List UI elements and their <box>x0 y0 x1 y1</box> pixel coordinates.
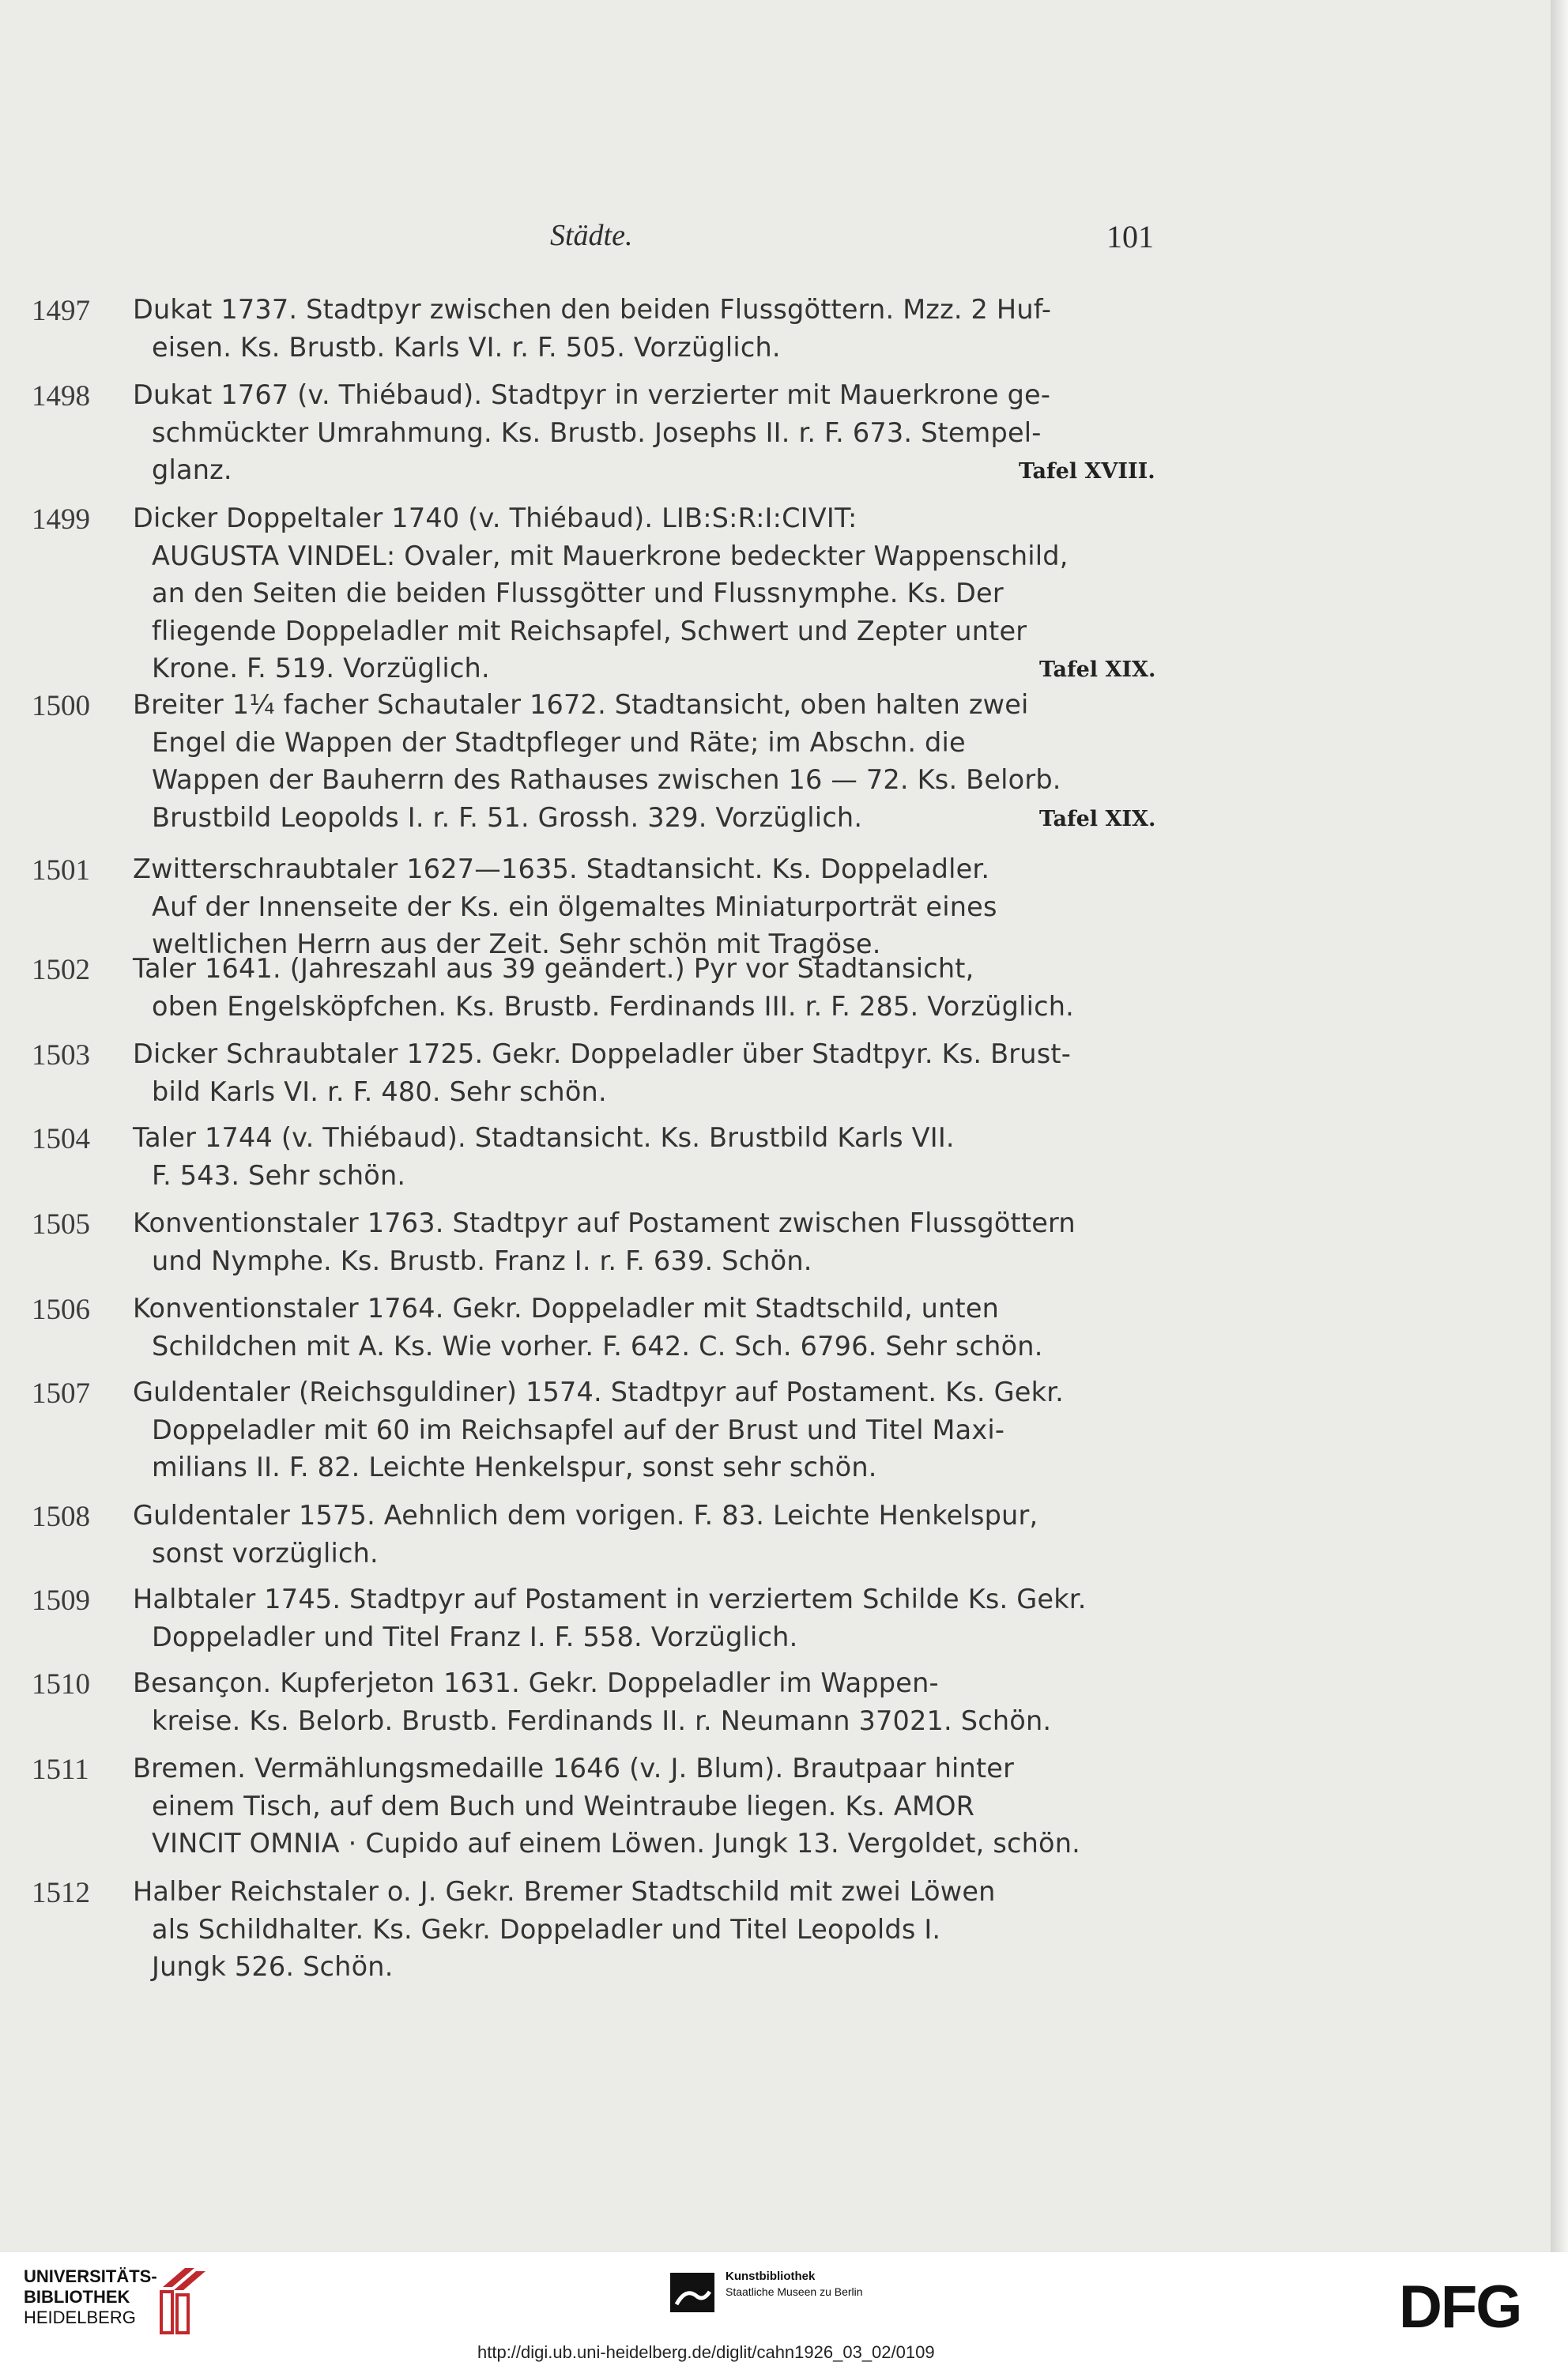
entry-text-line: Dukat 1737. Stadtpyr zwischen den beiden Flussgöttern. Mzz. 2 Huf- <box>133 294 1052 325</box>
plate-reference: Tafel XIX. <box>1039 657 1156 682</box>
plate-reference: Tafel XIX. <box>1039 806 1156 831</box>
entry-number: 1502 <box>32 954 90 986</box>
entry-number: 1507 <box>32 1377 90 1410</box>
kunstbibliothek-icon <box>670 2273 714 2312</box>
entry-text-line: Auf der Innenseite der Ks. ein ölgemaltes Miniaturporträt eines <box>152 891 997 922</box>
entry-text-line: Konventionstaler 1763. Stadtpyr auf Postament zwischen Flussgöttern <box>133 1207 1076 1238</box>
entry-number: 1503 <box>32 1039 90 1072</box>
kunstbibliothek-subtitle: Staatliche Museen zu Berlin <box>726 2285 863 2298</box>
entry-text-line: Bremen. Vermählungsmedaille 1646 (v. J. Blum). Brautpaar hinter <box>133 1753 1015 1784</box>
entry-text-line: Halber Reichstaler o. J. Gekr. Bremer Stadtschild mit zwei Löwen <box>133 1876 996 1907</box>
entry-text-line: als Schildhalter. Ks. Gekr. Doppeladler und Titel Leopolds I. <box>152 1913 941 1945</box>
entry-text-line: Taler 1641. (Jahreszahl aus 39 geändert.) Pyr vor Stadtansicht, <box>133 953 974 984</box>
entry-text-line: kreise. Ks. Belorb. Brustb. Ferdinands II. r. Neumann 37021. Schön. <box>152 1705 1052 1736</box>
entry-text-line: Jungk 526. Schön. <box>152 1951 394 1982</box>
entry-text-line: Breiter 1¼ facher Schautaler 1672. Stadtansicht, oben halten zwei <box>133 689 1029 720</box>
plate-reference: Tafel XVIII. <box>1019 459 1155 484</box>
entry-number: 1509 <box>32 1584 90 1617</box>
entry-text-line: Guldentaler 1575. Aehnlich dem vorigen. F. 83. Leichte Henkelspur, <box>133 1500 1038 1531</box>
entry-number: 1499 <box>32 503 90 536</box>
entry-text-line: Wappen der Bauherrn des Rathauses zwischen 16 — 72. Ks. Belorb. <box>152 764 1061 795</box>
entry-text-line: F. 543. Sehr schön. <box>152 1159 406 1191</box>
entry-text-line: und Nymphe. Ks. Brustb. Franz I. r. F. 639. Schön. <box>152 1245 812 1276</box>
ub-logo-line: UNIVERSITÄTS- <box>24 2266 157 2286</box>
entry-number: 1504 <box>32 1123 90 1155</box>
entry-text-line: VINCIT OMNIA · Cupido auf einem Löwen. Jungk 13. Vergoldet, schön. <box>152 1828 1081 1859</box>
entry-text-line: an den Seiten die beiden Flussgötter und Flussnymphe. Ks. Der <box>152 578 1004 608</box>
ub-logo-line: HEIDELBERG <box>24 2308 136 2327</box>
entry-number: 1508 <box>32 1501 90 1533</box>
page-edge <box>1551 0 1568 2252</box>
entry-number: 1500 <box>32 690 90 722</box>
entry-number: 1512 <box>32 1877 90 1909</box>
entry-number: 1501 <box>32 854 90 887</box>
entry-text-line: Dukat 1767 (v. Thiébaud). Stadtpyr in verzierter mit Mauerkrone ge- <box>133 379 1051 410</box>
entry-text-line: milians II. F. 82. Leichte Henkelspur, sonst sehr schön. <box>152 1452 877 1483</box>
page-number: 101 <box>1106 219 1154 254</box>
entry-text-line: Zwitterschraubtaler 1627—1635. Stadtansicht. Ks. Doppeladler. <box>133 853 990 884</box>
entry-text-line: weltlichen Herrn aus der Zeit. Sehr schön mit Tragöse. <box>152 929 881 959</box>
entry-text-line: sonst vorzüglich. <box>152 1537 379 1569</box>
kunstbibliothek-name: Kunstbibliothek <box>726 2270 816 2283</box>
entry-text-line: Krone. F. 519. Vorzüglich. <box>152 653 490 684</box>
entry-text-line: schmückter Umrahmung. Ks. Brustb. Josephs II. r. F. 673. Stempel- <box>152 416 1042 448</box>
permalink-url[interactable]: http://digi.ub.uni-heidelberg.de/diglit/cahn1926_03_02/0109 <box>477 2342 935 2362</box>
entry-text-line: oben Engelsköpfchen. Ks. Brustb. Ferdinands III. r. F. 285. Vorzüglich. <box>152 990 1074 1022</box>
entry-text-line: Guldentaler (Reichsguldiner) 1574. Stadtpyr auf Postament. Ks. Gekr. <box>133 1377 1064 1407</box>
entry-text-line: bild Karls VI. r. F. 480. Sehr schön. <box>152 1076 607 1107</box>
entry-text-line: Dicker Doppeltaler 1740 (v. Thiébaud). LIB:S:R:I:CIVIT: <box>133 503 858 533</box>
dfg-logo[interactable]: DFG <box>1399 2274 1521 2341</box>
entry-text-line: fliegende Doppeladler mit Reichsapfel, Schwert und Zepter unter <box>152 615 1027 646</box>
entry-number: 1498 <box>32 380 90 413</box>
entry-text-line: Doppeladler mit 60 im Reichsapfel auf der Brust und Titel Maxi- <box>152 1414 1005 1445</box>
entry-text-line: Halbtaler 1745. Stadtpyr auf Postament in verziertem Schilde Ks. Gekr. <box>133 1584 1087 1614</box>
entry-number: 1506 <box>32 1294 90 1326</box>
entry-text-line: Schildchen mit A. Ks. Wie vorher. F. 642. C. Sch. 6796. Sehr schön. <box>152 1330 1043 1362</box>
entry-number: 1497 <box>32 295 90 327</box>
entry-text-line: einem Tisch, auf dem Buch und Weintraube liegen. Ks. AMOR <box>152 1790 975 1822</box>
entry-text-line: AUGUSTA VINDEL: Ovaler, mit Mauerkrone bedeckter Wappenschild, <box>152 540 1069 571</box>
ub-logo-icon <box>156 2265 220 2336</box>
entry-text-line: Brustbild Leopolds I. r. F. 51. Grossh. 329. Vorzüglich. <box>152 801 863 833</box>
ub-heidelberg-logo[interactable] <box>24 2266 157 2328</box>
entry-text-line: Besançon. Kupferjeton 1631. Gekr. Doppeladler im Wappen- <box>133 1667 939 1698</box>
ub-logo-line: BIBLIOTHEK <box>24 2287 130 2307</box>
entry-text-line: Dicker Schraubtaler 1725. Gekr. Doppeladler über Stadtpyr. Ks. Brust- <box>133 1038 1071 1069</box>
entry-text-line: Konventionstaler 1764. Gekr. Doppeladler mit Stadtschild, unten <box>133 1293 1000 1324</box>
entry-number: 1505 <box>32 1208 90 1241</box>
entry-text-line: eisen. Ks. Brustb. Karls VI. r. F. 505. Vorzüglich. <box>152 331 781 363</box>
footer-bar <box>0 2252 1568 2366</box>
entry-text-line: glanz. <box>152 454 232 485</box>
entry-text-line: Engel die Wappen der Stadtpfleger und Räte; im Abschn. die <box>152 726 966 758</box>
page-title: Städte. <box>550 219 633 252</box>
entry-number: 1510 <box>32 1668 90 1701</box>
entry-number: 1511 <box>32 1754 89 1786</box>
entry-text-line: Taler 1744 (v. Thiébaud). Stadtansicht. Ks. Brustbild Karls VII. <box>133 1122 955 1153</box>
entry-text-line: Doppeladler und Titel Franz I. F. 558. Vorzüglich. <box>152 1621 798 1652</box>
